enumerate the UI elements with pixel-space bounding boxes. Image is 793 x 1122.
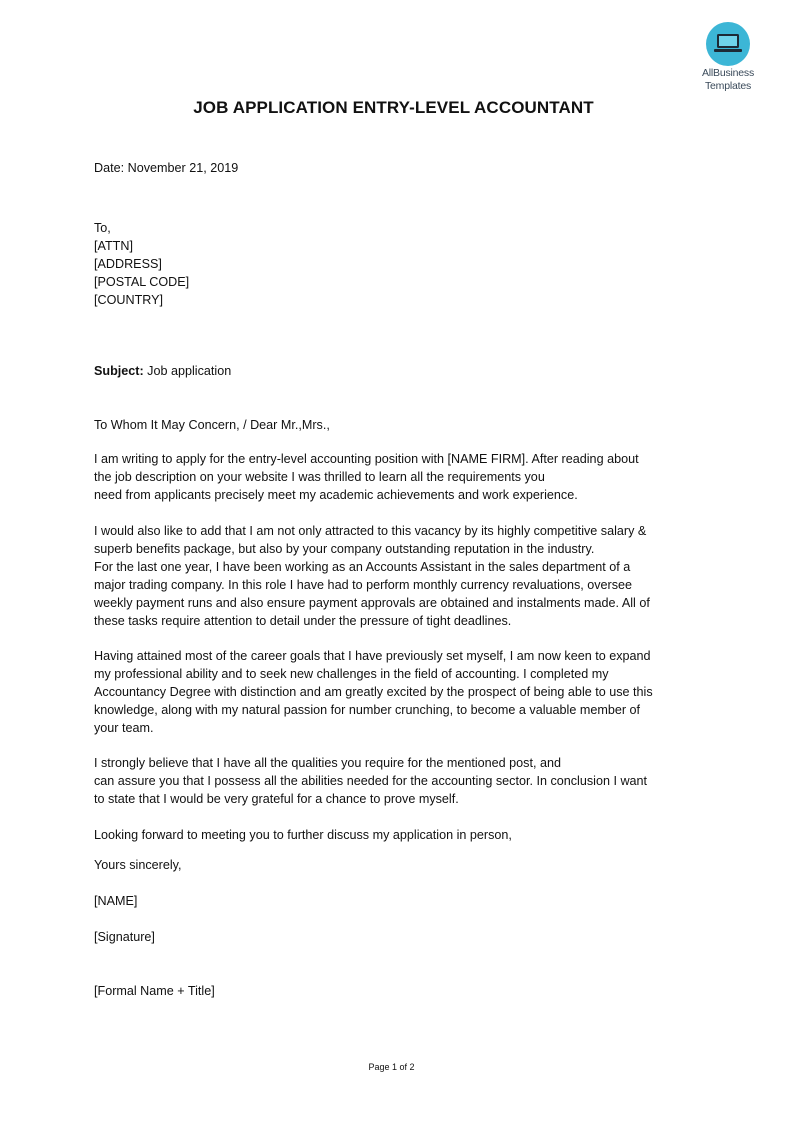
paragraph-line: knowledge, along with my natural passion for number crunching, to become a valuable member of	[94, 703, 641, 717]
subject-label: Subject:	[94, 364, 144, 378]
paragraph-4	[94, 754, 704, 808]
letter-date	[94, 159, 704, 177]
paragraph-line: major trading company. In this role I have had to perform monthly currency revaluations, oversee	[94, 578, 633, 592]
paragraph-line: the job description on your website I was thrilled to learn all the requirements you	[94, 470, 545, 484]
paragraph-2	[94, 522, 704, 630]
paragraph-3	[94, 647, 704, 737]
paragraph-line: I would also like to add that I am not only attracted to this vacancy by its highly competitive salary &	[94, 524, 647, 538]
closing-paragraph	[94, 826, 704, 844]
salutation-line: To Whom It May Concern, / Dear Mr.,Mrs.,	[94, 418, 330, 432]
paragraph-line: I strongly believe that I have all the qualities you require for the mentioned post, and	[94, 756, 561, 770]
address-line: [ADDRESS]	[94, 257, 162, 271]
paragraph-line: my professional ability and to seek new challenges in the field of accounting. I completed my	[94, 667, 609, 681]
paragraph-line: superb benefits package, but also by your company outstanding reputation in the industry.	[94, 542, 595, 556]
logo-text-line1: AllBusiness	[701, 67, 755, 79]
address-line: [COUNTRY]	[94, 293, 164, 307]
allbusiness-templates-logo	[690, 22, 766, 92]
page-number: Page 1 of 2	[368, 1062, 415, 1072]
sign-off	[94, 856, 704, 874]
sender-name	[94, 892, 704, 910]
closing-line: Looking forward to meeting you to further discuss my application in person,	[94, 828, 512, 842]
paragraph-line: Having attained most of the career goals that I have previously set myself, I am now keen to expand	[94, 649, 651, 663]
paragraph-line: these tasks require attention to detail under the pressure of tight deadlines.	[94, 614, 512, 628]
recipient-address	[94, 219, 704, 309]
sign-off-line: Yours sincerely,	[94, 858, 182, 872]
address-line: [POSTAL CODE]	[94, 275, 190, 289]
paragraph-line: to state that I would be very grateful for a chance to prove myself.	[94, 792, 459, 806]
paragraph-line: need from applicants precisely meet my academic achievements and work experience.	[94, 488, 578, 502]
paragraph-line: can assure you that I possess all the abilities needed for the accounting sector. In conclusion I want	[94, 774, 648, 788]
paragraph-line: I am writing to apply for the entry-level accounting position with [NAME FIRM]. After reading about	[94, 452, 639, 466]
signature-placeholder: [Signature]	[94, 930, 155, 944]
paragraph-1	[94, 450, 704, 504]
paragraph-line: For the last one year, I have been working as an Accounts Assistant in the sales department of a	[94, 560, 631, 574]
formal-name-placeholder: [Formal Name + Title]	[94, 984, 215, 998]
paragraph-line: weekly payment runs and also ensure payment approvals are obtained and instalments made. All of	[94, 596, 650, 610]
date-line: Date: November 21, 2019	[94, 161, 239, 175]
formal-name	[94, 982, 704, 1000]
subject-text: Job application	[143, 364, 232, 378]
name-placeholder: [NAME]	[94, 894, 138, 908]
subject-line	[94, 362, 704, 380]
paragraph-line: Accountancy Degree with distinction and am greatly excited by the prospect of being able to use this	[94, 685, 653, 699]
document-title: JOB APPLICATION ENTRY-LEVEL ACCOUNTANT	[193, 98, 594, 117]
logo-text-line2: Templates	[704, 80, 752, 92]
paragraph-line: your team.	[94, 721, 154, 735]
salutation	[94, 416, 704, 434]
address-line: [ATTN]	[94, 239, 133, 253]
signature	[94, 928, 704, 946]
address-line: To,	[94, 221, 111, 235]
laptop-icon	[706, 22, 750, 66]
